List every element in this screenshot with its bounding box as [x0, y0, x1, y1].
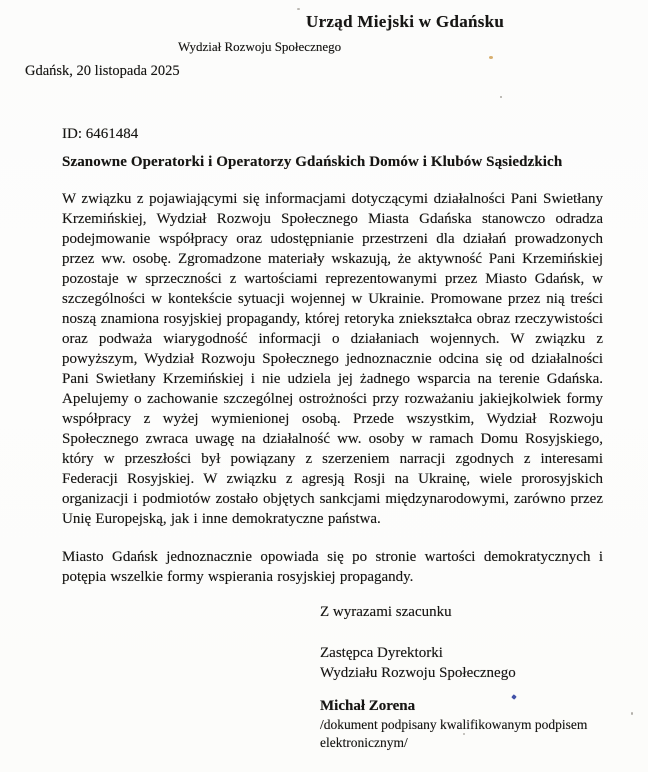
org-subtitle: Wydział Rozwoju Społecznego [178, 39, 342, 54]
body-paragraph-2: Miasto Gdańsk jednoznacznie opowiada się po stronie wartości demokratycznych i potępia wszelkie formy wspierania rosyjskiej propagandy. [62, 549, 603, 585]
body-paragraph-1: W związku z pojawiającymi się informacjami dotyczącymi działalności Pani Swietłany Krzemińskiej, Wydział Rozwoju Społecznego Miasta Gdańska stanowczo odradza podejmowanie współpracy oraz udostępnianie przestrzeni dla działań prowadzonych przez ww. osobę. Zgromadzone materiały wskazują, że aktywność Pani Krzemińskiej pozostaje w sprzeczności z wartościami reprezentowanymi przez Miasto Gdańsk, w szczególności w kontekście sytuacji wojennej w Ukrainie. Promowane przez nią treści noszą znamiona rosyjskiej propagandy, której retoryka zniekształca obraz rzeczywistości oraz podważa wiarygodność informacji o działaniach wojennych. W związku z powyższym, Wydział Rozwoju Społecznego jednoznacznie odcina się od działalności Pani Swietłany Krzemińskiej i nie udziela jej żadnego wsparcia na terenie Gdańska. Apelujemy o zachowanie szczególnej ostrożności przy rozważaniu jakiejkolwiek formy współpracy z wyżej wymienionej osobą. Przede wszystkim, Wydział Rozwoju Społecznego zwraca uwagę na działalność ww. osoby w ramach Domu Rosyjskiego, który w przeszłości był powiązany z szerzeniem narracji zgodnych z interesami Federacji Rosyjskiej. W związku z agresją Rosji na Ukrainę, wiele prorosyjskich organizacji i podmiotów zostało objętych sankcjami międzynarodowymi, zarówno przez Unię Europejską, jak i inne demokratyczne państwa. [62, 191, 603, 527]
scan-speck [463, 733, 465, 735]
scan-speck [631, 712, 633, 715]
signer-title-line2: Wydziału Rozwoju Społecznego [320, 665, 516, 681]
document-id: ID: 6461484 [62, 126, 139, 142]
letter-body [62, 126, 603, 752]
scan-speck [500, 96, 502, 98]
salutation: Szanowne Operatorki i Operatorzy Gdańskich Domów i Klubów Sąsiedzkich [62, 154, 563, 170]
closing-block [320, 602, 603, 752]
signer-title-line1: Zastępca Dyrektorki [320, 645, 443, 661]
signer-name: Michał Zorena [320, 698, 416, 714]
date-line: Gdańsk, 20 listopada 2025 [25, 63, 180, 79]
closing-phrase: Z wyrazami szacunku [320, 604, 452, 620]
signature-note-line1: /dokument podpisany kwalifikowanym podpisem [320, 717, 588, 732]
org-title: Urząd Miejski w Gdańsku [306, 12, 505, 31]
signature-note-line2: elektronicznym/ [320, 735, 408, 750]
scan-speck [297, 8, 300, 10]
scan-speck [489, 56, 493, 59]
